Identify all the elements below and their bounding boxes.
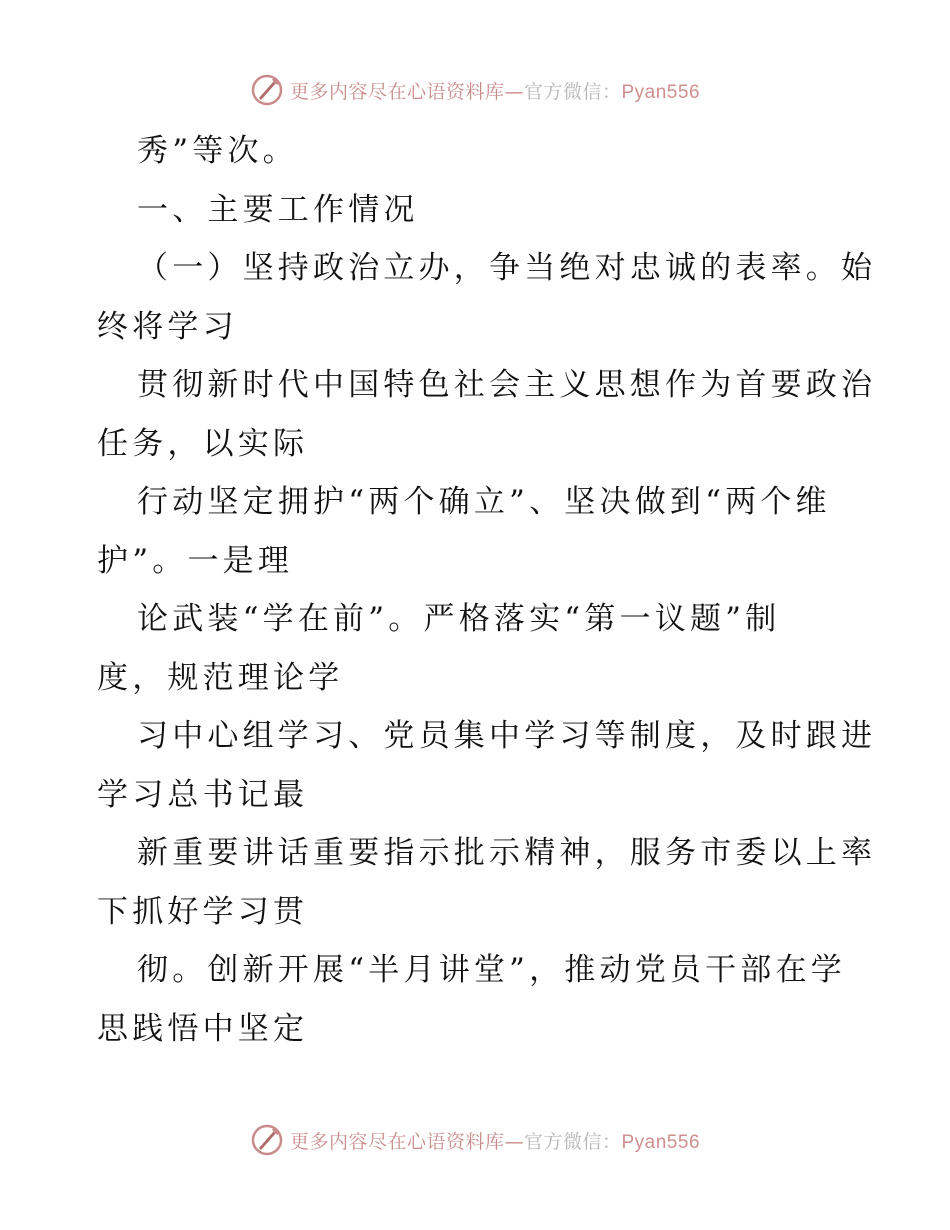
quill-in-circle-logo-icon [250,73,284,107]
paragraph-line: 终将学习 [97,308,238,345]
paragraph-line: 贯彻新时代中国特色社会主义思想作为首要政治 [137,367,877,403]
paragraph-line: 思践悟中坚定 [97,1010,309,1047]
paragraph-line: 彻。创新开展“半月讲堂”，推动党员干部在学 [137,952,846,988]
paragraph-line: 论武装“学在前”。严格落实“第一议题”制 [137,601,781,637]
paragraph-line: 行动坚定拥护“两个确立”、坚决做到“两个维 [137,484,831,520]
quill-in-circle-logo-icon [250,1123,284,1157]
paragraph-line: 护”。一是理 [97,542,294,579]
paragraph-line: 学习总书记最 [97,776,309,813]
paragraph-line: 秀”等次。 [137,133,298,169]
watermark-id: Pyan556 [621,81,701,103]
document-body [97,122,877,1058]
watermark-id: Pyan556 [621,1131,701,1153]
watermark-official: 官方微信： [523,1130,622,1153]
watermark-dash: — [504,80,524,103]
watermark-official: 官方微信： [523,80,622,103]
header-watermark [0,70,950,110]
watermark-text: 更多内容尽在心语资料库 [289,1130,505,1153]
paragraph-line: 下抓好学习贯 [97,893,309,930]
watermark-dash: — [504,1130,524,1153]
watermark-text: 更多内容尽在心语资料库 [289,80,505,103]
paragraph-line: 任务，以实际 [97,425,309,462]
paragraph-line: （一）坚持政治立办，争当绝对忠诚的表率。始 [137,250,877,286]
paragraph-line: 习中心组学习、党员集中学习等制度，及时跟进 [137,718,877,754]
paragraph-line: 一、主要工作情况 [137,191,419,228]
paragraph-line: 新重要讲话重要指示批示精神，服务市委以上率 [137,835,877,871]
footer-watermark [0,1120,950,1160]
paragraph-line: 度，规范理论学 [97,659,344,696]
